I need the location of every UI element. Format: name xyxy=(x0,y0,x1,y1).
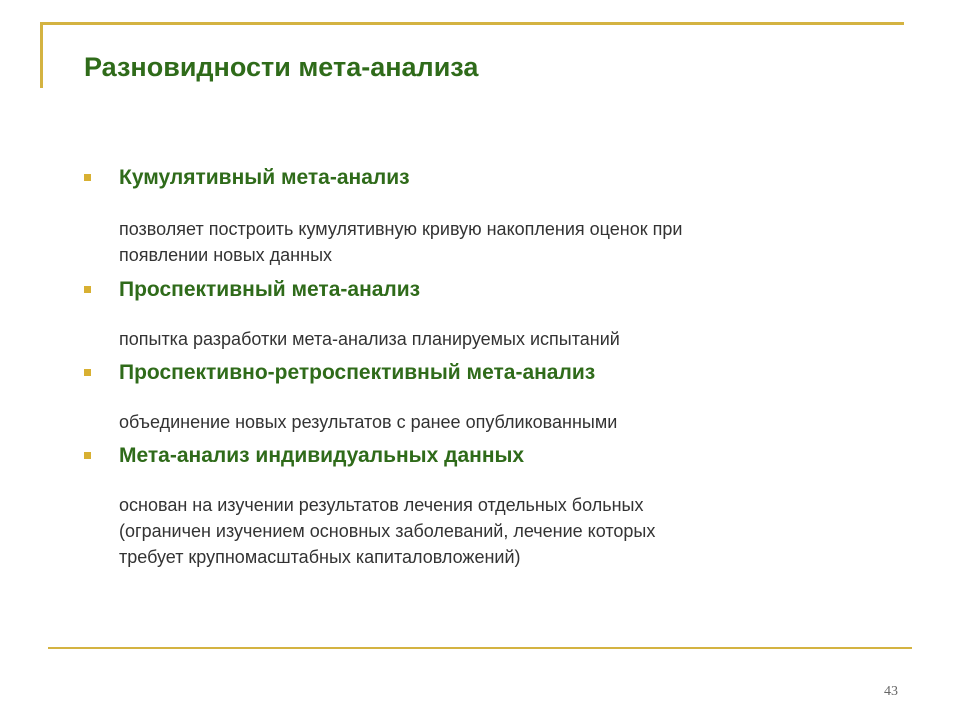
item-description xyxy=(119,409,839,435)
square-bullet-icon xyxy=(84,452,91,459)
desc-line: объединение новых результатов с ранее опубликованными xyxy=(119,412,618,432)
slide-title: Разновидности мета-анализа xyxy=(84,52,479,82)
item-heading: Мета-анализ индивидуальных данных xyxy=(119,444,525,467)
frame-left-rule xyxy=(40,22,43,88)
item-description xyxy=(119,216,839,268)
item-heading: Проспективно-ретроспективный мета-анализ xyxy=(119,361,596,384)
desc-line: (ограничен изучением основных заболеваний, лечение которых xyxy=(119,521,656,541)
item-description xyxy=(119,492,839,570)
frame-top-rule xyxy=(40,22,904,25)
desc-line: требует крупномасштабных капиталовложений) xyxy=(119,547,521,567)
item-description xyxy=(119,326,839,352)
desc-line: основан на изучении результатов лечения отдельных больных xyxy=(119,495,644,515)
desc-line: позволяет построить кумулятивную кривую накопления оценок при xyxy=(119,219,683,239)
item-heading: Проспективный мета-анализ xyxy=(119,278,421,301)
square-bullet-icon xyxy=(84,369,91,376)
page-number: 43 xyxy=(884,684,898,699)
desc-line: появлении новых данных xyxy=(119,245,333,265)
frame-bottom-rule xyxy=(48,647,912,649)
item-heading: Кумулятивный мета-анализ xyxy=(119,166,410,189)
desc-line: попытка разработки мета-анализа планируемых испытаний xyxy=(119,329,620,349)
square-bullet-icon xyxy=(84,174,91,181)
square-bullet-icon xyxy=(84,286,91,293)
